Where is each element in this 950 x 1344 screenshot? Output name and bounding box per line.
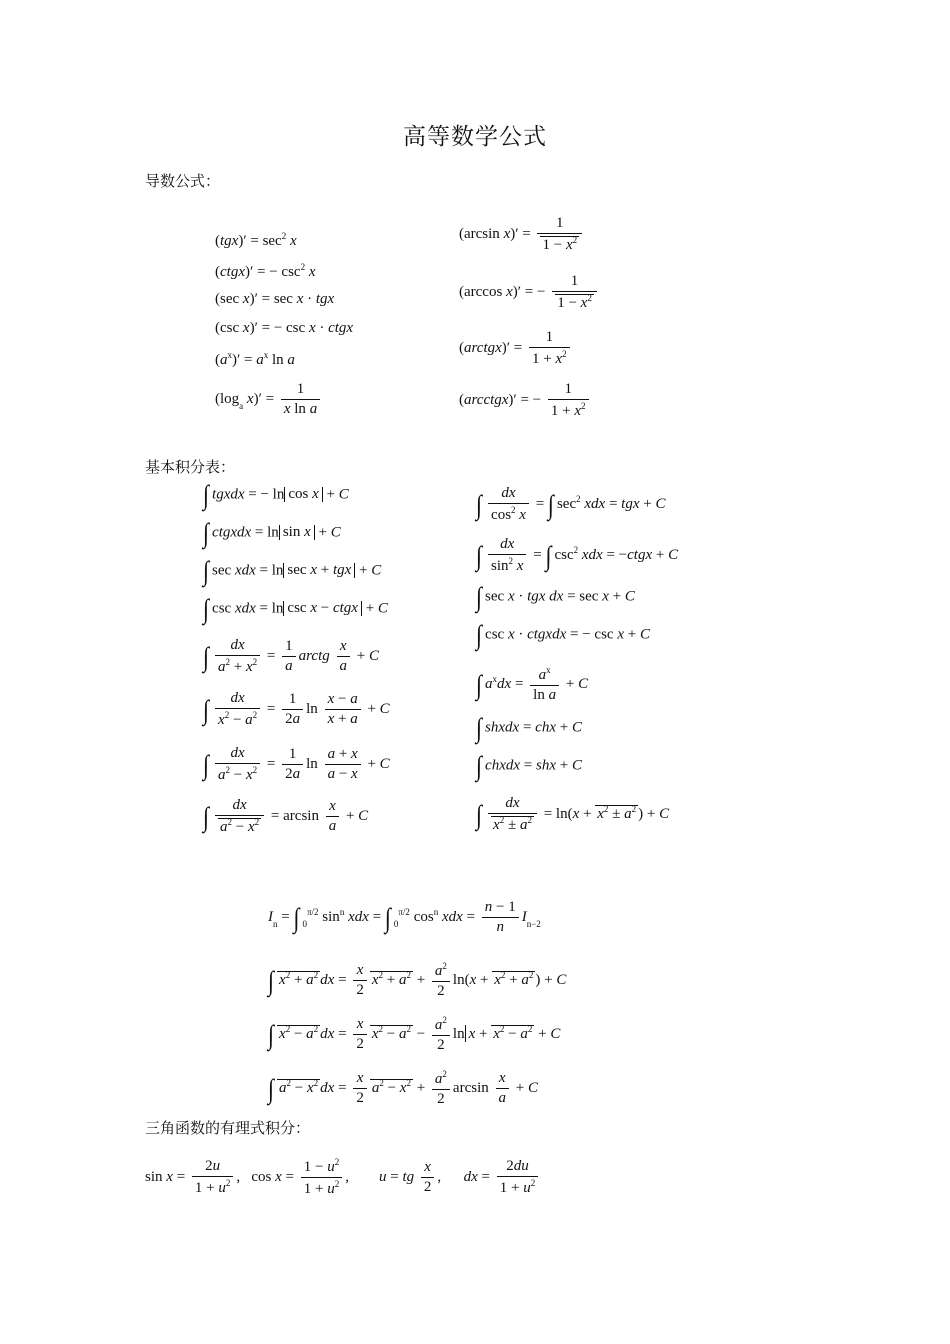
formula-integral-shx: ∫ shxdx = chx + C: [476, 711, 582, 743]
page-title: 高等数学公式: [403, 124, 547, 150]
section-heading-trig-rational: 三角函数的有理式积分：: [145, 1119, 311, 1137]
formula-integral-tgx: ∫ tgxdx = − ln cos x + C: [203, 478, 349, 510]
formula-integral-sqrt-x2-plus-a2: ∫ $x^2 + a^2$ dx = $\frac{x}{2}$ $x^2 + a^2$ + $\frac{a^2}{2}$ $\ln(x + x^2 + a^2$ ) + C: [268, 961, 567, 999]
formula-integral-secx: ∫ sec xdx = ln sec x + tgx + C: [203, 554, 382, 586]
formula-integral-ctgx: ∫ ctgxdx = ln sin x + C: [203, 516, 341, 548]
formula-derivative-log: ($\log_a$ x)′ = $\frac{1}{\text{x ln a}}$: [215, 380, 323, 419]
formula-integral-sqrt-x2-minus-a2: ∫ $x^2 - a^2$ dx = $\frac{x}{2}$ $x^2 - a^2$ − $\frac{a^2}{2}$ $\ln x + x^2 - a^2 + C$: [268, 1015, 561, 1053]
formula-integral-dx-over-sin2: ∫ $\frac{dx}{\sin^2 x}$ = ∫ $\csc^2$ xdx = −ctgx + C: [476, 536, 679, 574]
formula-integral-ln-sqrt: ∫ $\frac{dx}{x^2 \pm a^2}$ = $\ln(x + x^2 \pm a^2$ ) + C: [476, 795, 670, 833]
formula-derivative-tgx: $(tgx)' = \sec^2 x$: [215, 231, 297, 249]
formula-derivative-arcsin: (arcsin x)′ = $\frac{1}{1 - x^2}$: [459, 214, 585, 255]
formula-derivative-arccos: (arccos x)′ = − $\frac{1}{1 - x^2}$: [459, 272, 600, 313]
formula-derivative-ctgx: (ctgx)′ = − $\csc^2 x$: [215, 262, 316, 280]
formula-integral-a2-minus-x2: ∫ $\frac{dx}{a^2 - x^2}$ = $\frac{1}{2a}$ ln $\frac{a + x}{a - x}$ + C: [203, 745, 390, 783]
formula-integral-secx-tgx: ∫ sec x · tgx dx = sec x + C: [476, 580, 635, 612]
formula-integral-a2-plus-x2: ∫ $\frac{dx}{a^2 + x^2}$ = $\frac{1}{a}$ arctg $\frac{x}{a}$ + C: [203, 637, 379, 675]
formula-integral-dx-over-cos2: ∫ $\frac{dx}{\cos^2 x}$ = ∫ $\sec^2$ xdx = tgx + C: [476, 485, 666, 523]
formula-integral-ax: ∫ $a^xdx$ = $\frac{a^x}{\text{ln a}}$ + C: [476, 665, 589, 703]
formula-derivative-ax: $(a^x)' = a^x$ ln a: [215, 350, 295, 368]
formula-derivative-secx: (sec x)′ = sec x · tgx: [215, 291, 335, 307]
formula-integral-cscx: ∫ csc xdx = ln csc x − ctgx + C: [203, 592, 388, 624]
formula-derivative-arcctgx: (arcctgx)′ = − $\frac{1}{1 + x^2}$: [459, 380, 592, 421]
formula-integral-arcsin: ∫ $\frac{dx}{a^2 - x^2}$ = arcsin $\frac{x}{a}$ + C: [203, 797, 369, 835]
formula-integral-cscx-ctgx: ∫ csc x · ctgxdx = − csc x + C: [476, 618, 650, 650]
section-heading-derivatives: 导数公式：: [145, 172, 221, 190]
section-heading-integrals: 基本积分表：: [145, 458, 236, 476]
formula-trig-substitution: sin x = $\frac{2u}{1 + u^2}$ , cos x = $\frac{1 - u^2}{1 + u^2}$ , u = tg $\frac{x}{2}$ , dx = $\frac{2du}{1 + u^2}$: [145, 1156, 541, 1199]
formula-integral-chx: ∫ chxdx = shx + C: [476, 749, 582, 781]
formula-derivative-arctgx: (arctgx)′ = $\frac{1}{1 + x^2}$: [459, 328, 573, 369]
formula-wallis-integral: $I_n$ = ∫ $_0^{\pi/2}$ $\sin^n$ xdx = ∫ $_0^{\pi/2}$ $\cos^n$ xdx = $\frac{n - 1}{n}$ $I_{n-2}$: [268, 899, 541, 935]
formula-integral-sqrt-a2-minus-x2: ∫ $a^2 - x^2$ dx = $\frac{x}{2}$ $a^2 - x^2$ + $\frac{a^2}{2}$ arcsin $\frac{x}{a}$ + C: [268, 1069, 538, 1107]
formula-integral-x2-minus-a2: ∫ $\frac{dx}{x^2 - a^2}$ = $\frac{1}{2a}$ ln $\frac{x - a}{x + a}$ + C: [203, 690, 390, 728]
formula-derivative-cscx: (csc x)′ = − csc x · ctgx: [215, 320, 354, 336]
